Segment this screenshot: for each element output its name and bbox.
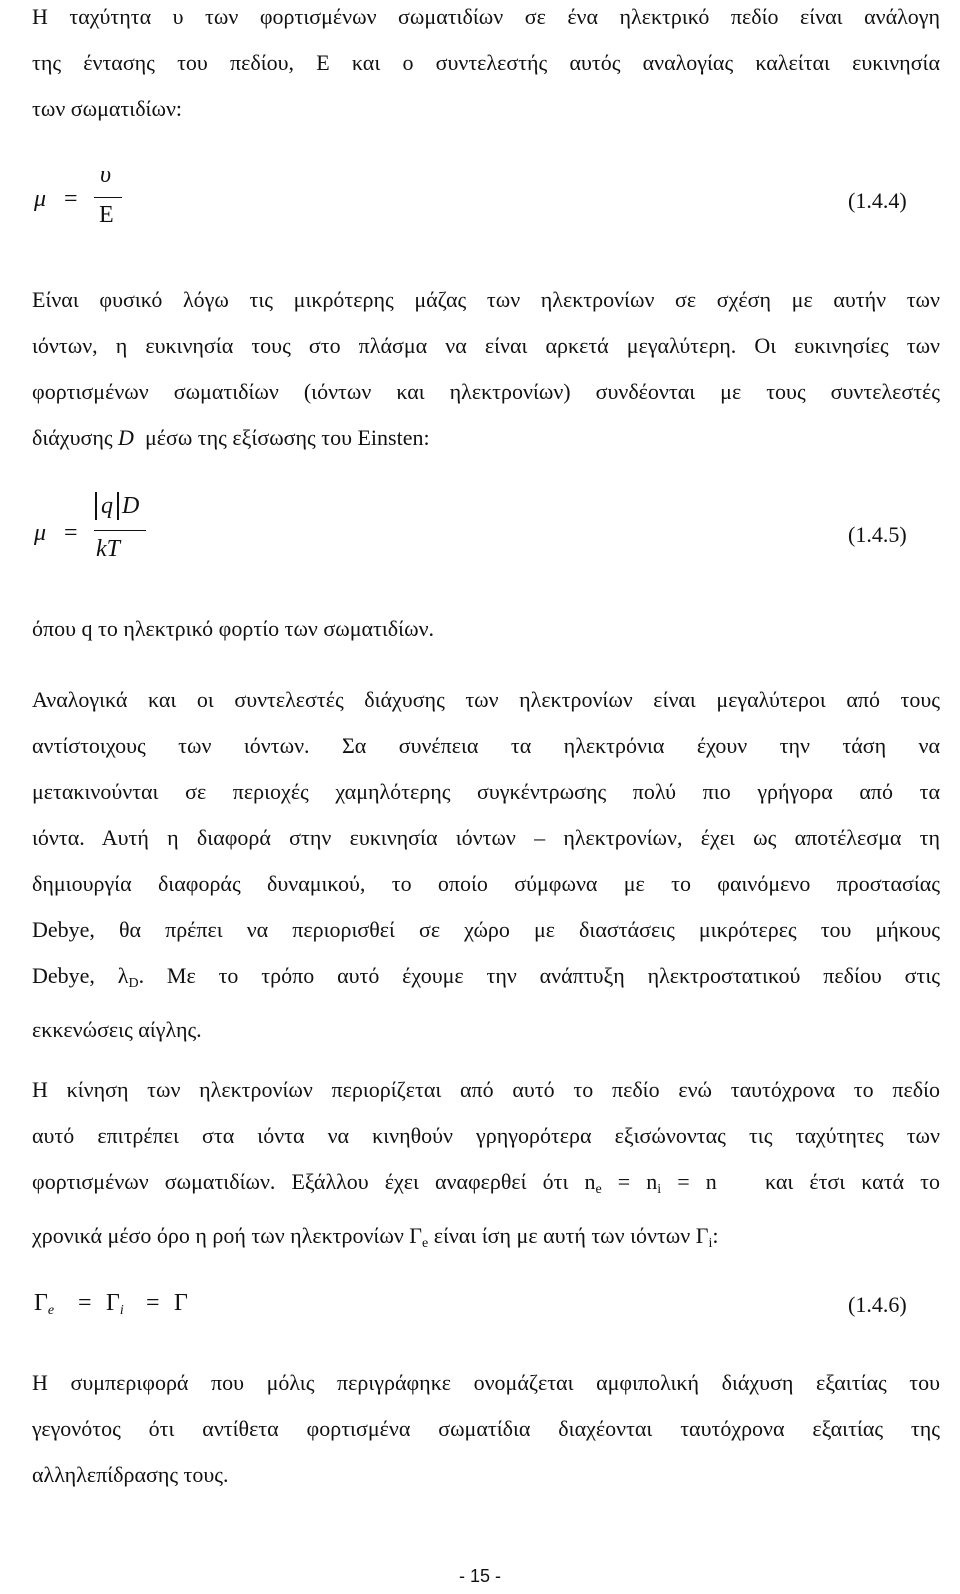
gamma-i — [106, 1290, 124, 1319]
paragraph-charge-note: όπου q το ηλεκτρικό φορτίο των σωματιδίων. — [32, 616, 435, 641]
eq-numerator: υ — [100, 162, 112, 188]
text-run: Debye, λ — [32, 963, 129, 988]
eq-denominator: Ε — [99, 202, 114, 228]
paragraph-ambipolar-definition — [32, 1360, 940, 1498]
paragraph-mobility-einstein — [32, 277, 940, 461]
subscript: D — [128, 976, 139, 991]
subscript: e — [595, 1182, 602, 1197]
eq-numerator-D: D — [122, 493, 140, 519]
text-line: Αναλογικά και οι συντελεστές διάχυσης των ηλεκτρονίων είναι μεγαλύτεροι από τους — [32, 687, 940, 712]
text-line — [32, 1159, 940, 1213]
text-run: . Με το τρόπο αυτό έχουμε την ανάπτυξη ηλεκτροστατικού πεδίου στις — [138, 963, 940, 988]
text-line: αυτό επιτρέπει στα ιόντα να κινηθούν γρηγορότερα εξισώνοντας τις ταχύτητες των — [32, 1123, 940, 1148]
gamma-e — [34, 1290, 54, 1319]
text-line: μετακινούνται σε περιοχές χαμηλότερης συγκέντρωσης πολύ πιο γρήγορα από τα — [32, 779, 940, 804]
eq-symbol: Γ — [34, 1290, 48, 1316]
text-line: γεγονότος ότι αντίθετα φορτισμένα σωματίδια διαχέονται ταυτόχρονα εξαιτίας της — [32, 1416, 940, 1441]
text-line: των σωματιδίων: — [32, 96, 183, 121]
text-run: : — [712, 1223, 719, 1248]
eq-numerator-q: q — [101, 493, 113, 519]
text-line: Είναι φυσικό λόγω τις μικρότερης μάζας των ηλεκτρονίων σε σχέση με αυτήν των — [32, 287, 940, 312]
text-line: της έντασης του πεδίου, Ε και ο συντελεστής αυτός αναλογίας καλείται ευκινησία — [32, 50, 940, 75]
text-line: εκκενώσεις αίγλης. — [32, 1017, 202, 1042]
text-line — [32, 415, 940, 461]
text-line: Η ταχύτητα υ των φορτισμένων σωματιδίων σε ένα ηλεκτρικό πεδίο είναι ανάλογη — [32, 4, 940, 29]
text-line: αλληλεπίδρασης τους. — [32, 1462, 229, 1487]
variable-D: D — [118, 425, 134, 450]
subscript: i — [119, 1303, 124, 1318]
text-run: φορτισμένων σωματιδίων. Εξάλλου έχει αναφερθεί ότι n — [32, 1169, 596, 1194]
text-line: φορτισμένων σωματιδίων (ιόντων και ηλεκτρονίων) συνδέονται με τους συντελεστές — [32, 379, 940, 404]
eq-symbol: μ — [34, 186, 47, 212]
page-number: - 15 - — [458, 1566, 501, 1586]
paragraph-diffusion — [32, 677, 940, 1053]
text-run: μέσω της εξίσωσης του Einsten: — [133, 425, 430, 450]
text-run: = n και έτσι κατά το — [661, 1169, 940, 1194]
equation-number: (1.4.6) — [848, 1292, 907, 1317]
text-line: ιόντων, η ευκινησία τους στο πλάσμα να είναι αρκετά μεγαλύτερη. Οι ευκινησίες των — [32, 333, 940, 358]
text-run: διάχυσης — [32, 425, 119, 450]
subscript: e — [47, 1303, 55, 1318]
abs-bar-left — [95, 492, 97, 520]
abs-bar-right — [117, 492, 119, 520]
text-line: Debye, θα πρέπει να περιορισθεί σε χώρο με διαστάσεις μικρότερες του μήκους — [32, 917, 940, 942]
paragraph-ambipolar-flux — [32, 1067, 940, 1267]
text-line — [32, 1213, 940, 1267]
paragraph-mobility-intro — [32, 0, 940, 132]
eq-symbol: Γ — [106, 1290, 120, 1316]
equation-number: (1.4.5) — [848, 522, 907, 547]
subscript: i — [708, 1236, 713, 1251]
text-line: Η κίνηση των ηλεκτρονίων περιορίζεται από αυτό το πεδίο ενώ ταυτόχρονα το πεδίο — [32, 1077, 940, 1102]
text-line: ιόντα. Αυτή η διαφορά στην ευκινησία ιόντων – ηλεκτρονίων, έχει ως αποτέλεσμα τη — [32, 825, 940, 850]
subscript: e — [421, 1236, 429, 1251]
eq-symbol: = — [64, 186, 78, 212]
eq-symbol: = — [64, 520, 78, 546]
subscript: i — [657, 1182, 662, 1197]
text-line: αντίστοιχους των ιόντων. Σα συνέπεια τα ηλεκτρόνια έχουν την τάση να — [32, 733, 940, 758]
eq-symbol: Γ — [174, 1290, 188, 1316]
fraction-bar — [94, 197, 122, 198]
text-run: = n — [601, 1169, 658, 1194]
text-line: δημιουργία διαφοράς δυναμικού, το οποίο σύμφωνα με το φαινόμενο προστασίας — [32, 871, 940, 896]
eq-symbol: = — [146, 1290, 160, 1316]
fraction-bar — [94, 530, 146, 531]
eq-symbol: = — [78, 1290, 92, 1316]
eq-denominator: kT — [96, 536, 120, 562]
text-line: Η συμπεριφορά που μόλις περιγράφηκε ονομάζεται αμφιπολική διάχυση εξαιτίας του — [32, 1370, 940, 1395]
text-run: χρονικά μέσο όρο η ροή των ηλεκτρονίων Γ — [32, 1223, 422, 1248]
text-run: είναι ίση με αυτή των ιόντων Γ — [428, 1223, 709, 1248]
eq-symbol: μ — [34, 520, 47, 546]
equation-number: (1.4.4) — [848, 188, 907, 213]
text-line — [32, 953, 940, 1007]
